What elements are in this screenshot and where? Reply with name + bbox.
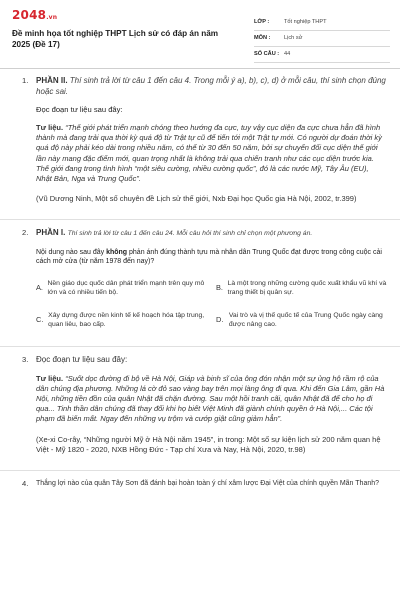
question-list (0, 76, 400, 488)
source-quote: Tư liệu. “Thế giới phát triển mạnh chóng theo hướng đa cực, tuy vậy cục diện đa cực chưa hẳn đã hình thành mà đang trải qua thời kỳ quá độ từ Trật tự cũ để tiến tới một Trật tự mới. Có người dự đoán thời kỳ quá độ này phải kéo dài trong nhiều năm, có thể từ 30 đến 50 năm, bởi sự chuyển đổi cục diện thế giới lần này mang đặc điểm mới, quan trọng nhất là không trải qua chiến tranh như các cục diện trước kia. Thế giới đang trong tình hình “một siêu cường, nhiều cường quốc”, đó là các nước Mỹ, Tây Âu (EU), Nhật Bản, Nga và Trung Quốc”. (36, 123, 382, 184)
document-meta (254, 15, 390, 63)
source-lead: Đọc đoạn tư liệu sau đây: (36, 355, 128, 365)
section-heading: PHẦN I. Thí sinh trả lời từ câu 1 đến câu 24. Mỗi câu hỏi thí sinh chỉ chọn một phương án. (36, 227, 313, 237)
question-number: 4. (22, 478, 29, 488)
question-1 (0, 76, 400, 205)
question-4 (0, 479, 400, 488)
header-divider (0, 68, 400, 69)
question-divider (0, 219, 400, 220)
question-number: 3. (22, 355, 29, 365)
source-citation: (Xe-xi Co-rây, “Những người Mỹ ở Hà Nội năm 1945”, in trong: Một số sự kiện lịch sử 200 năm quan hệ Việt - Mỹ 1820 - 2020, NXB Hồng Đức - Tạp chí Xưa và Nay, Hà Nội, 2020, tr.98) (36, 434, 381, 455)
question-2 (0, 228, 400, 332)
answer-option-b[interactable]: B. Là một trong những cường quốc xuất khẩu vũ khí và trang thiết bị quân sự. (216, 280, 387, 297)
question-text: Thắng lợi nào của quân Tây Sơn đã đánh bại hoàn toàn ý chí xâm lược Đại Việt của chính quyền Mãn Thanh? (36, 479, 380, 487)
meta-row-class: LỚP : Tốt nghiệp THPT (254, 15, 390, 31)
document-title: Đề minh họa tốt nghiệp THPT Lịch sử có đáp án năm 2025 (Đề 17) (12, 29, 219, 49)
answer-option-c[interactable]: C. Xây dựng được nền kinh tế kế hoạch hóa tập trung, quan liêu, bao cấp. (36, 312, 205, 329)
section-heading: PHẦN II. Thí sinh trả lời từ câu 1 đến câu 4. Trong mỗi ý a), b), c), d) ở mỗi câu, thí sinh chọn đúng hoặc sai. (36, 76, 386, 96)
question-number: 1. (22, 76, 29, 85)
meta-row-subject: MÔN : Lịch sử (254, 31, 390, 47)
source-citation: (Vũ Dương Ninh, Một số chuyên đề Lịch sử thế giới, Nxb Đại học Quốc gia Hà Nội, 2002, tr.399) (36, 194, 357, 204)
answer-option-d[interactable]: D. Vai trò và vị thế quốc tế của Trung Quốc ngày càng được nâng cao. (216, 312, 383, 329)
question-number: 2. (22, 227, 29, 237)
site-logo[interactable]: 2048.vn (12, 8, 58, 22)
source-lead: Đọc đoạn tư liệu sau đây: (36, 105, 123, 115)
source-quote: Tư liệu. “Suốt dọc đường đi bộ về Hà Nội, Giáp và binh sĩ của ông đón nhận một sự ủng hộ rầm rộ của dân chúng địa phương. Những lá cờ đỏ sao vàng bay trên mọi làng ông đi qua. Khi đến Gia Lâm, gần Hà Nội, những tiền đồn của quân Nhật đã chặn đường. Sau một hồi tranh cãi, quân Nhật đã để cho họ đi qua... Tinh thần dân chúng đã thay đổi khi họ biết Việt Minh đã giành chính quyền ở Hà Nội,... Các tội phạm đã biến mất. Ngay đến những vụ trộm và cướp giật cũng giảm hẳn”. (36, 373, 385, 424)
answer-option-a[interactable]: A. Nền giáo dục quốc dân phát triển mạnh trên quy mô lớn và có nhiều tiến bộ. (36, 280, 205, 297)
document-header (0, 0, 400, 66)
meta-row-question-count: SỐ CÂU : 44 (254, 47, 390, 63)
question-text: Nội dung nào sau đây không phản ánh đúng thành tựu mà nhân dân Trung Quốc đạt được trong công cuộc cải cách mở cửa (từ năm 1978 đến nay)? (36, 248, 382, 265)
answer-options (36, 276, 386, 332)
question-divider (0, 470, 400, 471)
question-3 (0, 355, 400, 455)
question-divider (0, 346, 400, 347)
